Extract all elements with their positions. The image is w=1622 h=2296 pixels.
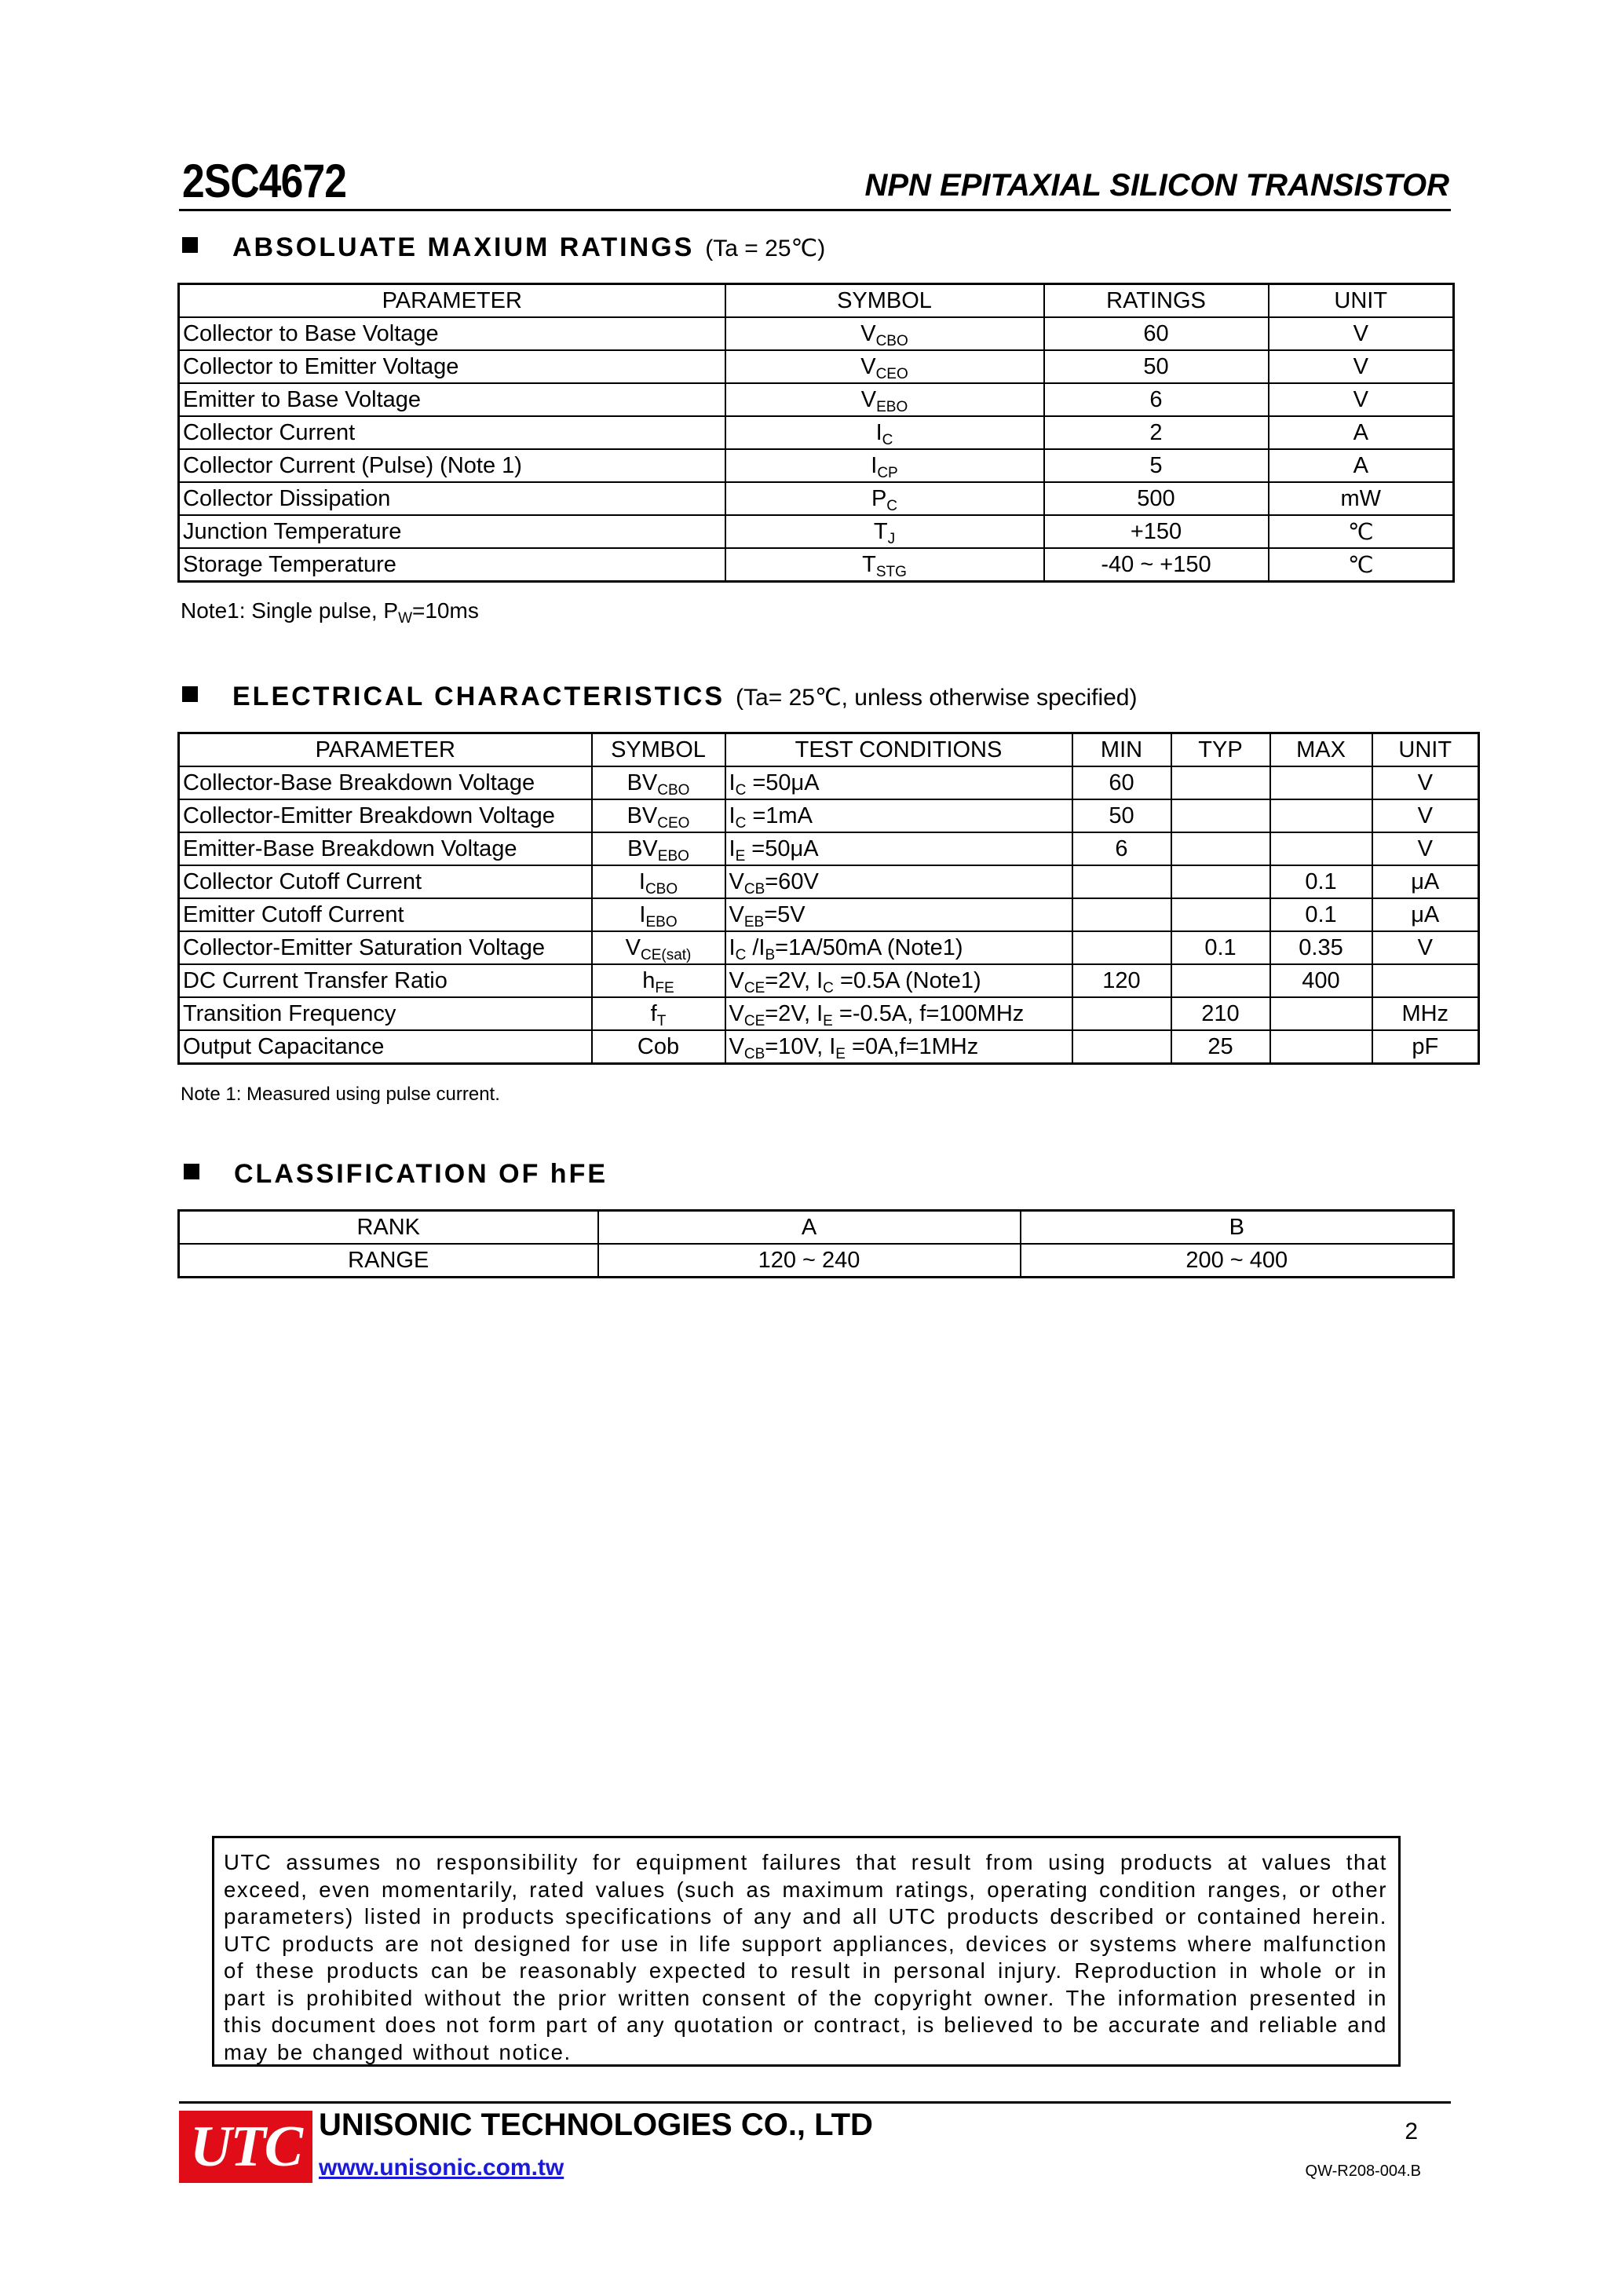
condition-text: V xyxy=(729,967,744,993)
footer-rule xyxy=(179,2101,1451,2104)
symbol-subscript: CBO xyxy=(657,781,690,799)
parameter-cell: Storage Temperature xyxy=(179,548,725,582)
symbol-text: V xyxy=(860,320,876,346)
condition-text: V xyxy=(729,1033,744,1059)
max-cell xyxy=(1270,832,1372,865)
table-row xyxy=(179,997,1479,1030)
table-row xyxy=(179,865,1479,898)
parameter-cell: Output Capacitance xyxy=(179,1030,592,1064)
condition-text: I xyxy=(729,934,736,960)
test-condition-cell xyxy=(725,865,1072,898)
electrical-note: Note 1: Measured using pulse current. xyxy=(181,1084,500,1105)
rank-label: RANK xyxy=(179,1211,598,1245)
symbol-cell xyxy=(725,350,1044,383)
symbol-cell xyxy=(592,799,725,832)
test-condition-cell xyxy=(725,898,1072,931)
test-condition-cell xyxy=(725,997,1072,1030)
column-header: PARAMETER xyxy=(179,733,592,767)
symbol-cell xyxy=(592,898,725,931)
parameter-cell: Collector-Emitter Breakdown Voltage xyxy=(179,799,592,832)
table-row xyxy=(179,449,1454,482)
symbol-text: I xyxy=(639,901,646,927)
condition-text: =1mA xyxy=(746,803,813,828)
symbol-text: V xyxy=(860,353,876,379)
parameter-cell: Transition Frequency xyxy=(179,997,592,1030)
parameter-cell: Junction Temperature xyxy=(179,515,725,548)
table-row xyxy=(179,515,1454,548)
electrical-title-text: ELECTRICAL CHARACTERISTICS xyxy=(232,682,725,711)
max-cell: 0.1 xyxy=(1270,898,1372,931)
max-cell xyxy=(1270,1030,1372,1064)
min-cell xyxy=(1072,898,1171,931)
symbol-text: V xyxy=(625,934,641,960)
symbol-subscript: EBO xyxy=(645,913,678,930)
abs-max-header-row xyxy=(179,284,1454,318)
rating-cell: 500 xyxy=(1044,482,1269,515)
rank-b: B xyxy=(1021,1211,1454,1245)
symbol-cell xyxy=(725,515,1044,548)
table-row xyxy=(179,832,1479,865)
column-header: MAX xyxy=(1270,733,1372,767)
condition-subscript: E xyxy=(735,847,746,865)
min-cell xyxy=(1072,931,1171,964)
symbol-text: P xyxy=(871,485,887,511)
website-link[interactable]: www.unisonic.com.tw xyxy=(319,2155,564,2181)
min-cell: 50 xyxy=(1072,799,1171,832)
range-row xyxy=(179,1244,1454,1278)
parameter-cell: Collector to Emitter Voltage xyxy=(179,350,725,383)
condition-text: I xyxy=(729,770,736,795)
symbol-subscript: CBO xyxy=(645,880,678,898)
table-row xyxy=(179,548,1454,582)
symbol-cell xyxy=(592,766,725,799)
table-row xyxy=(179,383,1454,416)
header-rule xyxy=(179,209,1451,211)
symbol-cell xyxy=(592,832,725,865)
symbol-cell xyxy=(725,482,1044,515)
symbol-text: T xyxy=(862,551,876,577)
typ-cell xyxy=(1171,898,1270,931)
condition-text: =10V, I xyxy=(765,1033,836,1059)
typ-cell xyxy=(1171,832,1270,865)
symbol-subscript: CEO xyxy=(875,365,908,382)
condition-subscript: E xyxy=(835,1045,846,1062)
condition-subscript: C xyxy=(735,781,747,799)
max-cell xyxy=(1270,997,1372,1030)
rating-cell: -40 ~ +150 xyxy=(1044,548,1269,582)
document-code: QW-R208-004.B xyxy=(1305,2163,1421,2180)
symbol-subscript: EBO xyxy=(657,847,689,865)
square-bullet-icon xyxy=(184,1164,199,1179)
symbol-text: Cob xyxy=(637,1033,680,1059)
condition-subscript: E xyxy=(823,1012,833,1029)
note-text: Note1: Single pulse, P xyxy=(181,598,399,623)
rating-cell: +150 xyxy=(1044,515,1269,548)
company-name: UNISONIC TECHNOLOGIES CO., LTD xyxy=(319,2108,873,2142)
symbol-text: I xyxy=(871,452,878,478)
test-condition-cell xyxy=(725,766,1072,799)
parameter-cell: Emitter-Base Breakdown Voltage xyxy=(179,832,592,865)
unit-cell: MHz xyxy=(1372,997,1479,1030)
table-row xyxy=(179,931,1479,964)
classification-table xyxy=(177,1209,1455,1278)
symbol-text: h xyxy=(642,967,656,993)
disclaimer-box: UTC assumes no responsibility for equipment failures that result from using products at values that exceed, even momentarily, rated values (such as maximum ratings, operating condition ranges, or other parameters) listed in products specifications of any and all UTC products described or contained herein. UTC products are not designed for use in life support appliances, devices or systems where malfunction of these products can be reasonably expected to result in personal injury. Reproduction in whole or in part is prohibited without the prior written consent of the copyright owner. The information presented in this document does not form part of any quotation or contract, is believed to be accurate and reliable and may be changed without notice. xyxy=(212,1836,1401,2067)
column-header: MIN xyxy=(1072,733,1171,767)
table-row xyxy=(179,898,1479,931)
symbol-text: BV xyxy=(627,770,658,795)
min-cell: 120 xyxy=(1072,964,1171,997)
electrical-header-row xyxy=(179,733,1479,767)
typ-cell xyxy=(1171,865,1270,898)
parameter-cell: Collector-Base Breakdown Voltage xyxy=(179,766,592,799)
condition-text: V xyxy=(729,901,744,927)
condition-text: =60V xyxy=(765,868,819,894)
typ-cell xyxy=(1171,766,1270,799)
abs-max-title xyxy=(182,232,825,263)
column-header: TEST CONDITIONS xyxy=(725,733,1072,767)
page-number: 2 xyxy=(1405,2119,1418,2144)
unit-cell: ℃ xyxy=(1269,548,1454,582)
classification-title xyxy=(184,1159,608,1190)
electrical-condition: (Ta= 25℃, unless otherwise specified) xyxy=(736,685,1138,711)
electrical-title xyxy=(182,682,1137,712)
condition-subscript: C xyxy=(735,814,747,832)
test-condition-cell xyxy=(725,964,1072,997)
note-text: =10ms xyxy=(412,598,479,623)
parameter-cell: DC Current Transfer Ratio xyxy=(179,964,592,997)
symbol-cell xyxy=(592,997,725,1030)
abs-max-title-text: ABSOLUATE MAXIUM RATINGS xyxy=(232,232,695,262)
condition-subscript: B xyxy=(765,946,776,963)
square-bullet-icon xyxy=(182,237,198,253)
typ-cell xyxy=(1171,964,1270,997)
unit-cell: V xyxy=(1269,383,1454,416)
min-cell xyxy=(1072,997,1171,1030)
symbol-cell xyxy=(592,865,725,898)
condition-text: =0A,f=1MHz xyxy=(845,1033,979,1059)
symbol-cell xyxy=(592,931,725,964)
unit-cell: ℃ xyxy=(1269,515,1454,548)
symbol-cell xyxy=(725,416,1044,449)
min-cell xyxy=(1072,865,1171,898)
column-header: PARAMETER xyxy=(179,284,725,318)
symbol-subscript: STG xyxy=(875,563,907,580)
table-row xyxy=(179,482,1454,515)
symbol-text: f xyxy=(650,1000,657,1026)
table-row xyxy=(179,1030,1479,1064)
logo-text: UTC xyxy=(190,2114,301,2179)
rating-cell: 2 xyxy=(1044,416,1269,449)
symbol-subscript: CP xyxy=(877,464,898,481)
symbol-subscript: T xyxy=(656,1012,667,1029)
unit-cell: A xyxy=(1269,416,1454,449)
unit-cell: V xyxy=(1269,317,1454,350)
parameter-cell: Collector Cutoff Current xyxy=(179,865,592,898)
max-cell: 400 xyxy=(1270,964,1372,997)
condition-text: =5V xyxy=(764,901,806,927)
table-row xyxy=(179,799,1479,832)
electrical-table xyxy=(177,732,1480,1065)
parameter-cell: Collector-Emitter Saturation Voltage xyxy=(179,931,592,964)
rank-row xyxy=(179,1211,1454,1245)
test-condition-cell xyxy=(725,832,1072,865)
condition-subscript: CE xyxy=(743,979,765,996)
condition-text: =2V, I xyxy=(765,967,824,993)
typ-cell xyxy=(1171,799,1270,832)
condition-text: I xyxy=(729,835,736,861)
column-header: UNIT xyxy=(1269,284,1454,318)
unit-cell: μA xyxy=(1372,865,1479,898)
column-header: UNIT xyxy=(1372,733,1479,767)
symbol-subscript: J xyxy=(887,530,896,547)
test-condition-cell xyxy=(725,931,1072,964)
condition-subscript: EB xyxy=(743,913,765,930)
symbol-text: BV xyxy=(627,835,658,861)
test-condition-cell xyxy=(725,1030,1072,1064)
symbol-subscript: CE(sat) xyxy=(640,946,692,963)
condition-subscript: C xyxy=(823,979,834,996)
table-row xyxy=(179,416,1454,449)
min-cell: 60 xyxy=(1072,766,1171,799)
symbol-text: BV xyxy=(627,803,658,828)
note-subscript: W xyxy=(398,610,412,627)
abs-max-table xyxy=(177,283,1455,583)
symbol-cell xyxy=(725,317,1044,350)
symbol-cell xyxy=(592,1030,725,1064)
column-header: RATINGS xyxy=(1044,284,1269,318)
part-description: NPN EPITAXIAL SILICON TRANSISTOR xyxy=(864,168,1449,203)
symbol-cell xyxy=(725,548,1044,582)
condition-text: =50μA xyxy=(745,835,819,861)
part-number: 2SC4672 xyxy=(182,155,347,207)
parameter-cell: Collector Current xyxy=(179,416,725,449)
symbol-text: T xyxy=(873,518,888,544)
unit-cell: μA xyxy=(1372,898,1479,931)
unit-cell: V xyxy=(1372,832,1479,865)
unit-cell: V xyxy=(1372,799,1479,832)
unit-cell: A xyxy=(1269,449,1454,482)
symbol-subscript: C xyxy=(886,497,898,514)
unit-cell: V xyxy=(1372,931,1479,964)
column-header: SYMBOL xyxy=(592,733,725,767)
condition-text: =1A/50mA (Note1) xyxy=(775,934,963,960)
condition-subscript: CB xyxy=(743,1045,765,1062)
typ-cell: 25 xyxy=(1171,1030,1270,1064)
parameter-cell: Emitter Cutoff Current xyxy=(179,898,592,931)
rating-cell: 60 xyxy=(1044,317,1269,350)
table-row xyxy=(179,317,1454,350)
symbol-text: V xyxy=(860,386,877,412)
unit-cell xyxy=(1372,964,1479,997)
condition-text: =0.5A (Note1) xyxy=(833,967,981,993)
unit-cell: mW xyxy=(1269,482,1454,515)
symbol-cell xyxy=(725,383,1044,416)
test-condition-cell xyxy=(725,799,1072,832)
typ-cell: 0.1 xyxy=(1171,931,1270,964)
condition-text: =50μA xyxy=(746,770,820,795)
symbol-subscript: C xyxy=(882,431,893,448)
range-label: RANGE xyxy=(179,1244,598,1278)
condition-text: V xyxy=(729,868,744,894)
rating-cell: 50 xyxy=(1044,350,1269,383)
rank-a: A xyxy=(598,1211,1021,1245)
table-row xyxy=(179,766,1479,799)
max-cell xyxy=(1270,799,1372,832)
parameter-cell: Emitter to Base Voltage xyxy=(179,383,725,416)
min-cell xyxy=(1072,1030,1171,1064)
condition-text: /I xyxy=(746,934,765,960)
range-b: 200 ~ 400 xyxy=(1021,1244,1454,1278)
parameter-cell: Collector Current (Pulse) (Note 1) xyxy=(179,449,725,482)
symbol-cell xyxy=(592,964,725,997)
unit-cell: pF xyxy=(1372,1030,1479,1064)
column-header: SYMBOL xyxy=(725,284,1044,318)
condition-text: I xyxy=(729,803,736,828)
classification-title-text: CLASSIFICATION OF hFE xyxy=(234,1159,608,1189)
symbol-subscript: CEO xyxy=(657,814,690,832)
column-header: TYP xyxy=(1171,733,1270,767)
utc-logo xyxy=(179,2111,312,2183)
typ-cell: 210 xyxy=(1171,997,1270,1030)
symbol-text: I xyxy=(638,868,645,894)
condition-text: =2V, I xyxy=(765,1000,824,1026)
symbol-subscript: EBO xyxy=(876,398,908,415)
max-cell: 0.1 xyxy=(1270,865,1372,898)
table-row xyxy=(179,964,1479,997)
rating-cell: 6 xyxy=(1044,383,1269,416)
max-cell: 0.35 xyxy=(1270,931,1372,964)
symbol-subscript: CBO xyxy=(875,332,908,349)
symbol-cell xyxy=(725,449,1044,482)
condition-subscript: C xyxy=(735,946,747,963)
unit-cell: V xyxy=(1372,766,1479,799)
parameter-cell: Collector to Base Voltage xyxy=(179,317,725,350)
symbol-text: I xyxy=(875,419,882,445)
range-a: 120 ~ 240 xyxy=(598,1244,1021,1278)
table-row xyxy=(179,350,1454,383)
rating-cell: 5 xyxy=(1044,449,1269,482)
abs-max-condition: (Ta = 25℃) xyxy=(705,236,826,261)
parameter-cell: Collector Dissipation xyxy=(179,482,725,515)
condition-subscript: CE xyxy=(743,1012,765,1029)
condition-subscript: CB xyxy=(743,880,765,898)
max-cell xyxy=(1270,766,1372,799)
condition-text: V xyxy=(729,1000,744,1026)
condition-text: =-0.5A, f=100MHz xyxy=(832,1000,1025,1026)
square-bullet-icon xyxy=(182,686,198,702)
min-cell: 6 xyxy=(1072,832,1171,865)
abs-max-note xyxy=(181,598,479,627)
symbol-subscript: FE xyxy=(655,979,674,996)
unit-cell: V xyxy=(1269,350,1454,383)
